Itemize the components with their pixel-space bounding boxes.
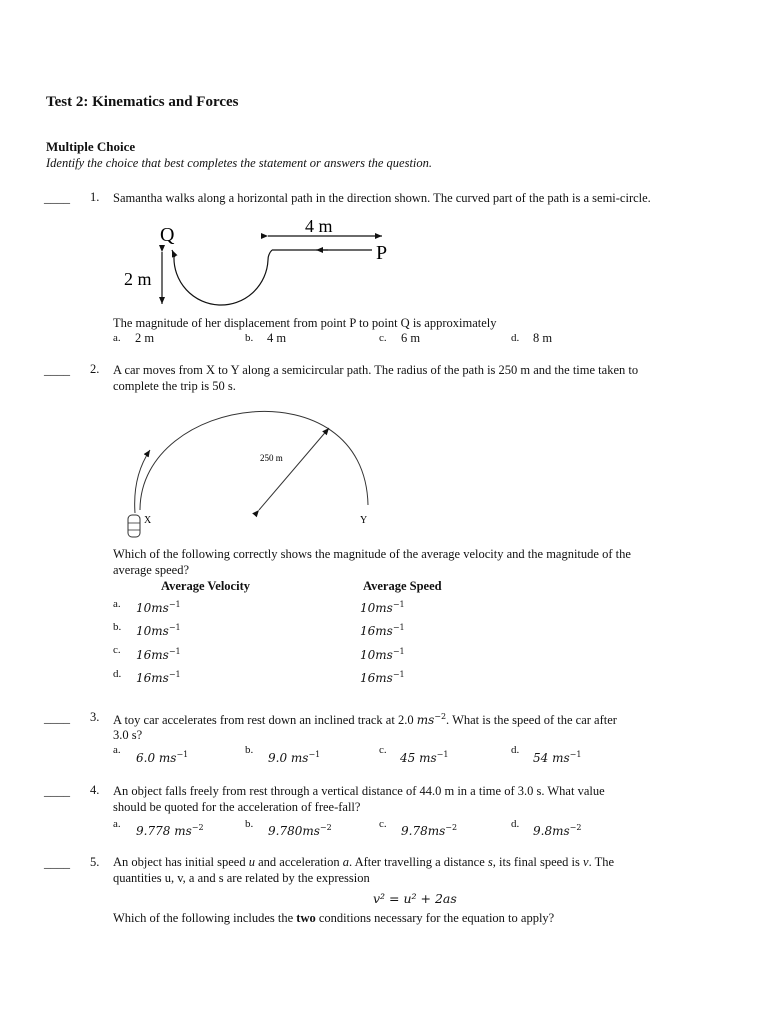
q3-text-line2: 3.0 s?: [113, 728, 143, 742]
q1-option-d-value: 8 m: [533, 331, 553, 345]
q4-option-a-letter[interactable]: a.: [113, 818, 121, 830]
q1-label-4m: 4 m: [305, 216, 333, 236]
q1-option-b-value: 4 m: [267, 331, 287, 345]
q2-header-average-velocity: Average Velocity: [161, 579, 250, 593]
q2-option-b-velocity: $10ms^{-1}$: [136, 623, 181, 638]
q2-option-a-letter[interactable]: a.: [113, 598, 121, 610]
q1-label-p: P: [376, 242, 388, 264]
q2-semicircle-path: [140, 411, 368, 510]
q2-option-a-speed: $10ms^{-1}$: [360, 600, 405, 615]
q3-number: 3.: [90, 710, 100, 724]
q4-text-line1: An object falls freely from rest through a vertical distance of 44.0 m in a time of 3.0 s. What value: [113, 784, 605, 798]
q1-option-d-letter[interactable]: d.: [511, 332, 520, 344]
q4-option-d-letter[interactable]: d.: [511, 818, 520, 830]
q4-option-c-value: $9.78ms^{-2}$: [401, 823, 458, 838]
q3-option-c-letter[interactable]: c.: [379, 744, 387, 756]
q5-number: 5.: [90, 855, 100, 869]
q2-text-line1: A car moves from X to Y along a semicircular path. The radius of the path is 250 m and the time taken to: [113, 363, 639, 377]
q3-text-line1: A toy car accelerates from rest down an inclined track at 2.0 $ms^{-2}$. What is the speed of the car after: [113, 712, 617, 727]
q1-prompt: The magnitude of her displacement from point P to point Q is approximately: [113, 316, 497, 330]
q2-direction-arrow: [135, 450, 150, 513]
q2-option-b-letter[interactable]: b.: [113, 621, 122, 633]
q2-option-d-letter[interactable]: d.: [113, 668, 122, 680]
section-instructions: Identify the choice that best completes the statement or answers the question.: [46, 156, 433, 170]
q4-text-line2: should be quoted for the acceleration of free-fall?: [113, 800, 361, 814]
q5-prompt: Which of the following includes the two conditions necessary for the equation to apply?: [113, 911, 555, 925]
q1-option-c-letter[interactable]: c.: [379, 332, 387, 344]
q1-semicircle-path: [174, 250, 272, 305]
q2-car-icon: [128, 515, 140, 537]
q1-answer-blank[interactable]: ____: [44, 190, 70, 205]
q1-option-c-value: 6 m: [401, 331, 421, 345]
q3-option-c-value: 45 $ms^{-1}$: [400, 750, 449, 765]
q1-path-figure: [110, 208, 410, 313]
q4-option-c-letter[interactable]: c.: [379, 818, 387, 830]
section-title: Multiple Choice: [46, 139, 136, 154]
q2-text-line2: complete the trip is 50 s.: [113, 379, 236, 393]
q1-label-q: Q: [160, 224, 175, 246]
q2-option-d-velocity: $16ms^{-1}$: [136, 670, 181, 685]
q2-option-d-speed: $16ms^{-1}$: [360, 670, 405, 685]
q2-label-x: X: [144, 515, 152, 526]
q2-option-b-speed: $16ms^{-1}$: [360, 623, 405, 638]
q3-answer-blank[interactable]: ____: [44, 710, 70, 725]
q2-option-a-velocity: $10ms^{-1}$: [136, 600, 181, 615]
q2-number: 2.: [90, 362, 100, 376]
q3-option-d-letter[interactable]: d.: [511, 744, 520, 756]
q2-option-c-speed: $10ms^{-1}$: [360, 647, 405, 662]
q3-option-a-letter[interactable]: a.: [113, 744, 121, 756]
q3-option-b-letter[interactable]: b.: [245, 744, 254, 756]
q2-answer-blank[interactable]: ____: [44, 362, 70, 377]
q2-semicircle-figure: [120, 395, 390, 545]
q1-end-arrow: [172, 250, 175, 257]
q5-text-line1: An object has initial speed u and acceleration a. After travelling a distance s, its final speed is v. The: [113, 855, 615, 869]
q1-text: Samantha walks along a horizontal path in the direction shown. The curved part of the path is a semi-circle.: [113, 191, 651, 205]
q4-answer-blank[interactable]: ____: [44, 783, 70, 798]
q4-option-a-value: 9.778 $ms^{-2}$: [136, 823, 204, 838]
q5-text-line2: quantities u, v, a and s are related by the expression: [113, 871, 370, 885]
q2-header-average-speed: Average Speed: [363, 579, 442, 593]
q3-option-b-value: 9.0 $ms^{-1}$: [268, 750, 321, 765]
q3-option-a-value: 6.0 $ms^{-1}$: [136, 750, 189, 765]
q5-equation: v² = u² + 2as: [373, 891, 457, 906]
q1-label-2m: 2 m: [124, 269, 152, 289]
q2-radius-arrow: [259, 428, 329, 510]
q2-option-c-velocity: $16ms^{-1}$: [136, 647, 181, 662]
q1-option-a-letter[interactable]: a.: [113, 332, 121, 344]
q1-number: 1.: [90, 190, 100, 204]
q5-answer-blank[interactable]: ____: [44, 855, 70, 870]
q4-option-d-value: $9.8ms^{-2}$: [533, 823, 582, 838]
q2-prompt-line1: Which of the following correctly shows the magnitude of the average velocity and the magnitude of the: [113, 547, 631, 561]
q3-option-d-value: 54 $ms^{-1}$: [533, 750, 582, 765]
q4-number: 4.: [90, 783, 100, 797]
q2-label-y: Y: [360, 515, 368, 526]
q2-label-radius: 250 m: [260, 453, 283, 463]
page-title: Test 2: Kinematics and Forces: [46, 94, 239, 110]
q1-option-a-value: 2 m: [135, 331, 155, 345]
q2-option-c-letter[interactable]: c.: [113, 644, 121, 656]
q1-option-b-letter[interactable]: b.: [245, 332, 254, 344]
q4-option-b-value: $9.780ms^{-2}$: [268, 823, 332, 838]
q2-prompt-line2: average speed?: [113, 563, 189, 577]
q4-option-b-letter[interactable]: b.: [245, 818, 254, 830]
